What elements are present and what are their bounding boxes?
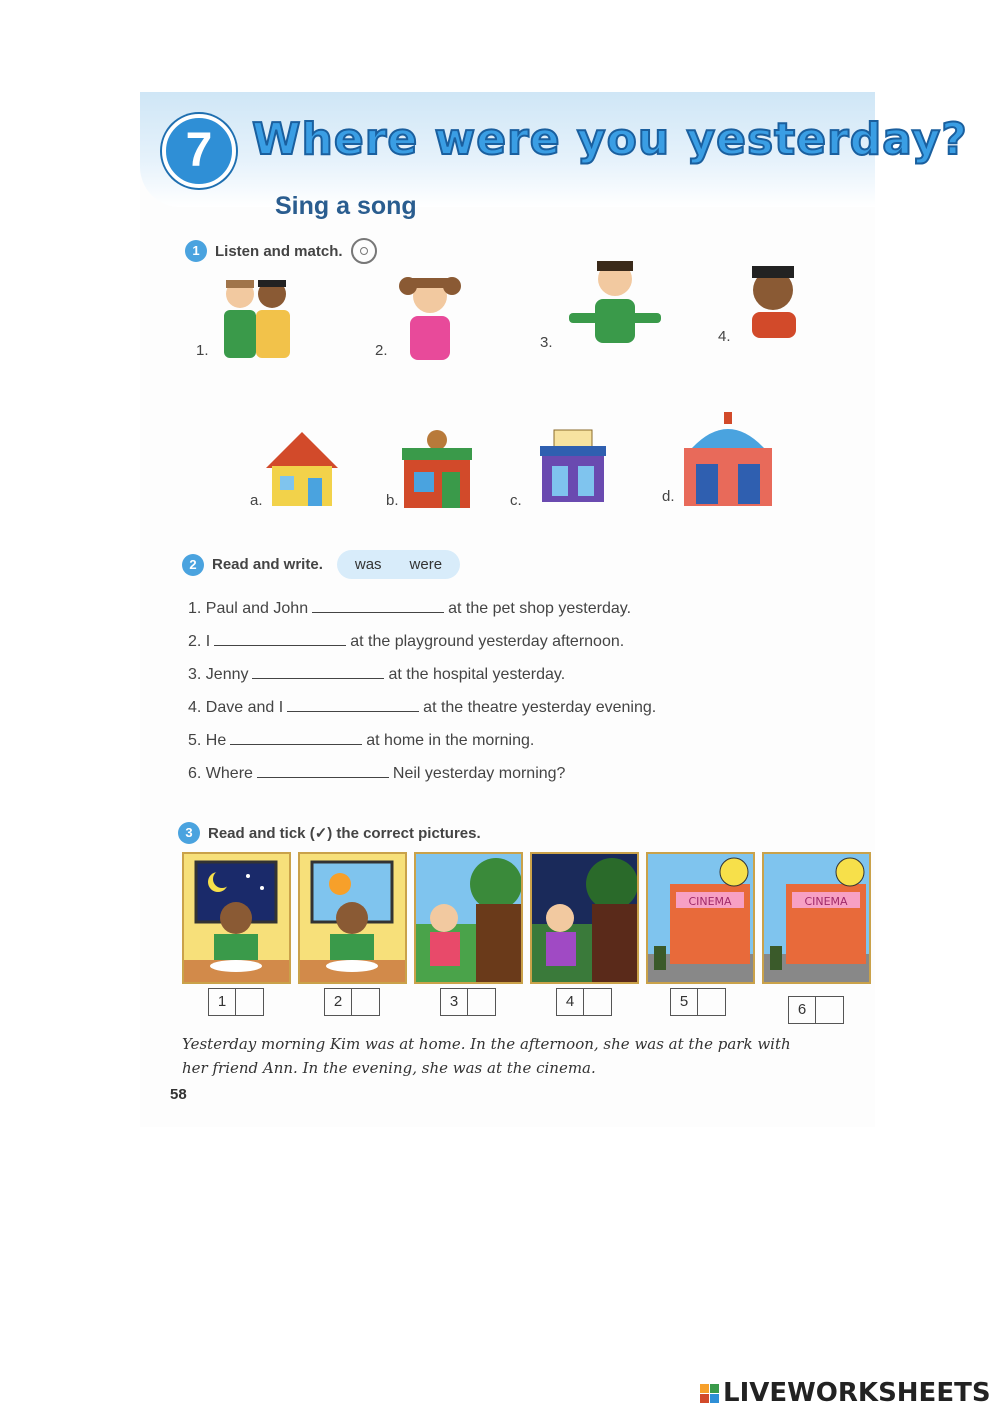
sentence-3-start: 3. Jenny	[188, 666, 249, 683]
exercise-1-heading	[185, 238, 377, 264]
library-icon	[538, 428, 608, 504]
sentence-1-start: 1. Paul and John	[188, 600, 309, 617]
tick-box-number-3: 3	[441, 989, 468, 1015]
tick-box-number-5: 5	[671, 989, 698, 1015]
cinema-sign-2: CINEMA	[804, 895, 848, 908]
person-label-4: 4.	[718, 328, 731, 345]
home-icon	[262, 430, 342, 510]
sentence-3-end: at the hospital yesterday.	[388, 666, 566, 683]
sentence-5-start: 5. He	[188, 732, 227, 749]
word-box	[337, 550, 460, 579]
cinema-sign-1: CINEMA	[688, 895, 732, 908]
picture-cinema-2	[762, 852, 871, 984]
picture-cinema-1	[646, 852, 755, 984]
sentence-6	[188, 763, 565, 783]
boy-dark-hair-icon	[738, 260, 808, 340]
sentence-2	[188, 631, 624, 651]
word-were: were	[409, 556, 443, 573]
page-subtitle: Sing a song	[275, 192, 417, 220]
tick-box-6	[788, 996, 844, 1024]
workbook-page	[140, 92, 968, 1127]
two-boys-icon	[212, 272, 302, 362]
person-label-1: 1.	[196, 342, 209, 359]
tick-box-3	[440, 988, 496, 1016]
picture-night-dinner	[182, 852, 291, 984]
person-label-2: 2.	[375, 342, 388, 359]
sentence-3	[188, 664, 565, 684]
exercise-2-heading	[182, 550, 460, 579]
tick-box-number-4: 4	[557, 989, 584, 1015]
sentence-6-start: 6. Where	[188, 765, 253, 782]
picture-day-breakfast	[298, 852, 407, 984]
place-label-a: a.	[250, 492, 263, 509]
place-label-c: c.	[510, 492, 522, 509]
cinema-illustration-1	[648, 854, 753, 982]
picture-park-night	[530, 852, 639, 984]
picture-park-day	[414, 852, 523, 984]
exercise-3-number: 3	[178, 822, 200, 844]
place-label-b: b.	[386, 492, 399, 509]
shop-icon	[398, 428, 476, 512]
sentence-2-end: at the playground yesterday afternoon.	[350, 633, 625, 650]
person-label-3: 3.	[540, 334, 553, 351]
boy-shrugging-icon	[565, 257, 665, 347]
reading-line-1: Yesterday morning Kim was at home. In the afternoon, she was at the park with	[182, 1035, 791, 1053]
answer-blank-6[interactable]	[257, 763, 389, 778]
place-label-d: d.	[662, 488, 675, 505]
morning-meal-illustration	[300, 854, 405, 982]
sentence-1-end: at the pet shop yesterday.	[448, 600, 632, 617]
sentence-4	[188, 697, 656, 717]
exercise-3-instruction: Read and tick (✓) the correct pictures.	[208, 825, 481, 842]
answer-blank-1[interactable]	[312, 598, 444, 613]
tick-box-number-1: 1	[209, 989, 236, 1015]
sentence-2-start: 2. I	[188, 633, 211, 650]
exercise-1-number: 1	[185, 240, 207, 262]
sentence-6-end: Neil yesterday morning?	[392, 765, 566, 782]
exercise-2-instruction: Read and write.	[212, 556, 323, 573]
girl-icon	[390, 272, 470, 362]
answer-blank-4[interactable]	[287, 697, 419, 712]
tick-box-2	[324, 988, 380, 1016]
liveworksheets-logo	[700, 1378, 991, 1408]
brand-name: LIVEWORKSHEETS	[723, 1378, 991, 1408]
night-meal-illustration	[184, 854, 289, 982]
unit-title: Where were you yesterday?	[252, 114, 968, 165]
tick-box-number-6: 6	[789, 997, 816, 1023]
page-number: 58	[170, 1086, 187, 1103]
park-night-illustration	[532, 854, 637, 982]
exercise-1-instruction: Listen and match.	[215, 242, 343, 260]
park-day-illustration	[416, 854, 521, 982]
exercise-3-heading	[178, 822, 481, 844]
cinema-illustration-2	[764, 854, 869, 982]
cd-icon	[351, 238, 377, 264]
unit-banner	[140, 92, 968, 207]
sentence-5	[188, 730, 534, 750]
sentence-1	[188, 598, 631, 618]
answer-blank-3[interactable]	[252, 664, 384, 679]
brand-logo-icon	[700, 1384, 719, 1403]
tick-box-number-2: 2	[325, 989, 352, 1015]
unit-number-badge: 7	[162, 114, 236, 188]
word-was: was	[354, 556, 382, 573]
answer-blank-2[interactable]	[214, 631, 346, 646]
tick-box-4	[556, 988, 612, 1016]
tick-box-5	[670, 988, 726, 1016]
reading-line-2: her friend Ann. In the evening, she was at the cinema.	[182, 1059, 596, 1077]
sentence-4-start: 4. Dave and I	[188, 699, 284, 716]
reading-passage	[182, 1032, 842, 1080]
tick-box-1	[208, 988, 264, 1016]
exercise-2-number: 2	[182, 554, 204, 576]
theatre-icon	[678, 410, 778, 508]
sentence-5-end: at home in the morning.	[366, 732, 535, 749]
sentence-4-end: at the theatre yesterday evening.	[423, 699, 657, 716]
answer-blank-5[interactable]	[230, 730, 362, 745]
